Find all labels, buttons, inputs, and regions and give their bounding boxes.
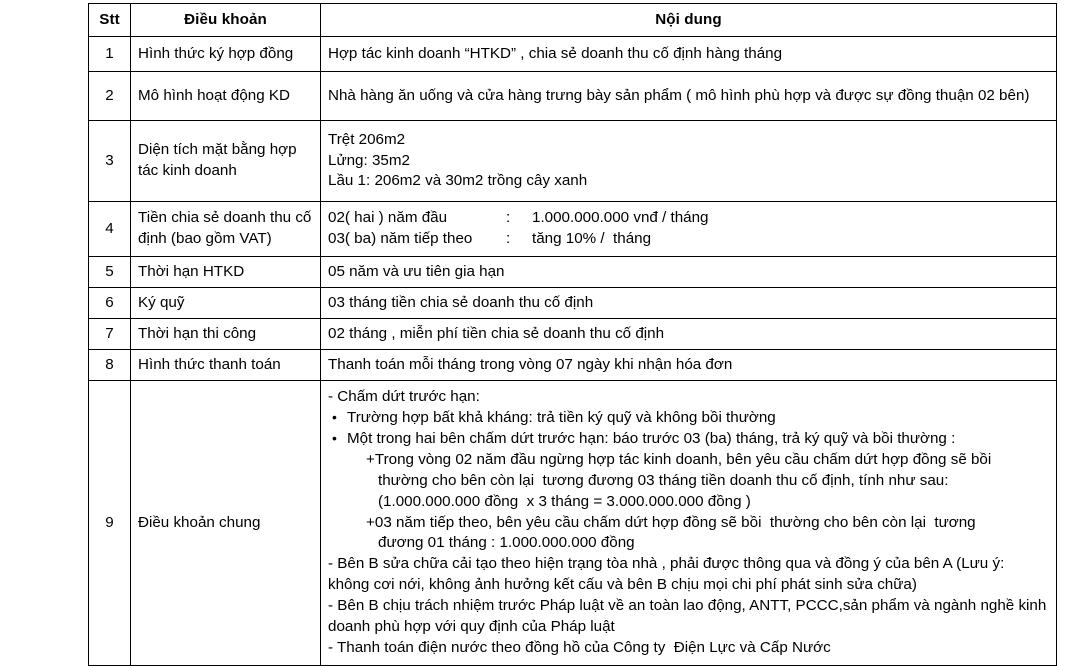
content-lines: [328, 86, 1049, 107]
row-content: [321, 121, 1057, 202]
sub-clause-lead: +Trong vòng 02 năm đầu ngừng hợp tác kinh doanh, bên yêu cầu chấm dứt hợp đồng sẽ bồi: [366, 450, 992, 468]
content-line: 05 năm và ưu tiên gia hạn: [328, 262, 505, 280]
content-lines: [328, 44, 1049, 65]
row-number: 4: [89, 202, 131, 257]
row-content: [321, 319, 1057, 350]
sub-clause-continuation: (1.000.000.000 đồng x 3 tháng = 3.000.000.000 đồng ): [378, 492, 751, 510]
row-term: Ký quỹ: [131, 288, 321, 319]
content-line: Hợp tác kinh doanh “HTKD” , chia sẻ doanh thu cố định hàng tháng: [328, 44, 783, 62]
pair-value: 1.000.000.000 vnđ / tháng: [532, 209, 709, 227]
row-content: [321, 288, 1057, 319]
row-content: [321, 381, 1057, 666]
table-row: [89, 288, 1057, 319]
pair-key: 02( hai ) năm đầu: [328, 209, 448, 227]
row-number: 6: [89, 288, 131, 319]
pair-key: 03( ba) năm tiếp theo: [328, 230, 473, 247]
table-header: [89, 4, 1057, 37]
pair-separator: :: [506, 209, 511, 227]
sub-clause-continuation: đương 01 tháng : 1.000.000.000 đồng: [378, 534, 635, 552]
content-line: Lầu 1: 206m2 và 30m2 trồng cây xanh: [328, 172, 588, 190]
content-line: Thanh toán mỗi tháng trong vòng 07 ngày khi nhận hóa đơn: [328, 355, 733, 373]
content-lines: [328, 130, 1049, 193]
row-number: 8: [89, 350, 131, 381]
row-content: [321, 350, 1057, 381]
table-header-row: [89, 4, 1057, 37]
table-body: [89, 37, 1057, 666]
clause-paragraph: - Thanh toán điện nước theo đồng hồ của Công ty Điện Lực và Cấp Nước: [328, 639, 831, 657]
row-term: Thời hạn thi công: [131, 319, 321, 350]
row-content: [321, 202, 1057, 257]
sub-clause-continuation: thường cho bên còn lại tương đương 03 tháng tiền doanh thu cố định, tính như sau:: [378, 471, 949, 489]
row-number: 5: [89, 257, 131, 288]
header-content: Nội dung: [321, 4, 1057, 37]
list-item: [328, 408, 1049, 429]
contract-table-container: [88, 3, 1056, 666]
list-item: [328, 429, 1049, 555]
row-content: [321, 37, 1057, 72]
clause-paragraph: - Bên B chịu trách nhiệm trước Pháp luật về an toàn lao động, ANTT, PCCC,sản phẩm và ngành nghề kinh doanh phù hợp với quy định của Pháp luật: [328, 597, 1051, 636]
clause-intro: - Chấm dứt trước hạn:: [328, 387, 480, 405]
content-line: 03 tháng tiền chia sẻ doanh thu cố định: [328, 293, 594, 311]
table-row: [89, 350, 1057, 381]
table-row: [89, 121, 1057, 202]
sub-clause-lead: +03 năm tiếp theo, bên yêu cầu chấm dứt hợp đồng sẽ bồi thường cho bên còn lại tương: [366, 513, 976, 531]
table-row: [89, 37, 1057, 72]
content-line: 02 tháng , miễn phí tiền chia sẻ doanh thu cố định: [328, 324, 665, 342]
pair-value: tăng 10% / tháng: [532, 230, 652, 247]
general-clause-block: [328, 387, 1049, 660]
table-row: [89, 72, 1057, 121]
row-number: 2: [89, 72, 131, 121]
content-pair: [328, 208, 1049, 229]
row-term: Diện tích mặt bằng hợp tác kinh doanh: [131, 121, 321, 202]
table-row: [89, 319, 1057, 350]
clause-paragraph: - Bên B sửa chữa cải tạo theo hiện trạng tòa nhà , phải được thông qua và đồng ý của bên A (Lưu ý: không cơi nới, không ảnh hưởng kết cấu và bên B chịu mọi chi phí phát sinh sửa chữa): [328, 555, 1009, 594]
row-term: Mô hình hoạt động KD: [131, 72, 321, 121]
header-term: Điều khoản: [131, 4, 321, 37]
row-term: Thời hạn HTKD: [131, 257, 321, 288]
table-row: [89, 257, 1057, 288]
content-line: Trệt 206m2: [328, 130, 406, 148]
row-content: [321, 72, 1057, 121]
pair-separator: :: [506, 230, 511, 247]
row-content: [321, 257, 1057, 288]
row-number: 9: [89, 381, 131, 666]
content-line: Nhà hàng ăn uống và cửa hàng trưng bày sản phẩm ( mô hình phù hợp và được sự đồng thuận 02 bên): [328, 86, 1030, 104]
bullet-text: Một trong hai bên chấm dứt trước hạn: báo trước 03 (ba) tháng, trả ký quỹ và bồi thường :: [347, 429, 956, 447]
content-pair: [328, 229, 1049, 250]
row-term: Tiền chia sẻ doanh thu cố định (bao gồm VAT): [131, 202, 321, 257]
row-term: Hình thức thanh toán: [131, 350, 321, 381]
contract-terms-table: [88, 3, 1057, 666]
bullet-text: Trường hợp bất khả kháng: trả tiền ký quỹ và không bồi thường: [347, 408, 776, 426]
header-stt: Stt: [89, 4, 131, 37]
table-row: [89, 381, 1057, 666]
content-line: Lửng: 35m2: [328, 151, 410, 169]
row-number: 3: [89, 121, 131, 202]
clause-bullet-list: [328, 408, 1049, 555]
row-number: 7: [89, 319, 131, 350]
table-row: [89, 202, 1057, 257]
row-term: Hình thức ký hợp đồng: [131, 37, 321, 72]
row-term: Điều khoản chung: [131, 381, 321, 666]
row-number: 1: [89, 37, 131, 72]
